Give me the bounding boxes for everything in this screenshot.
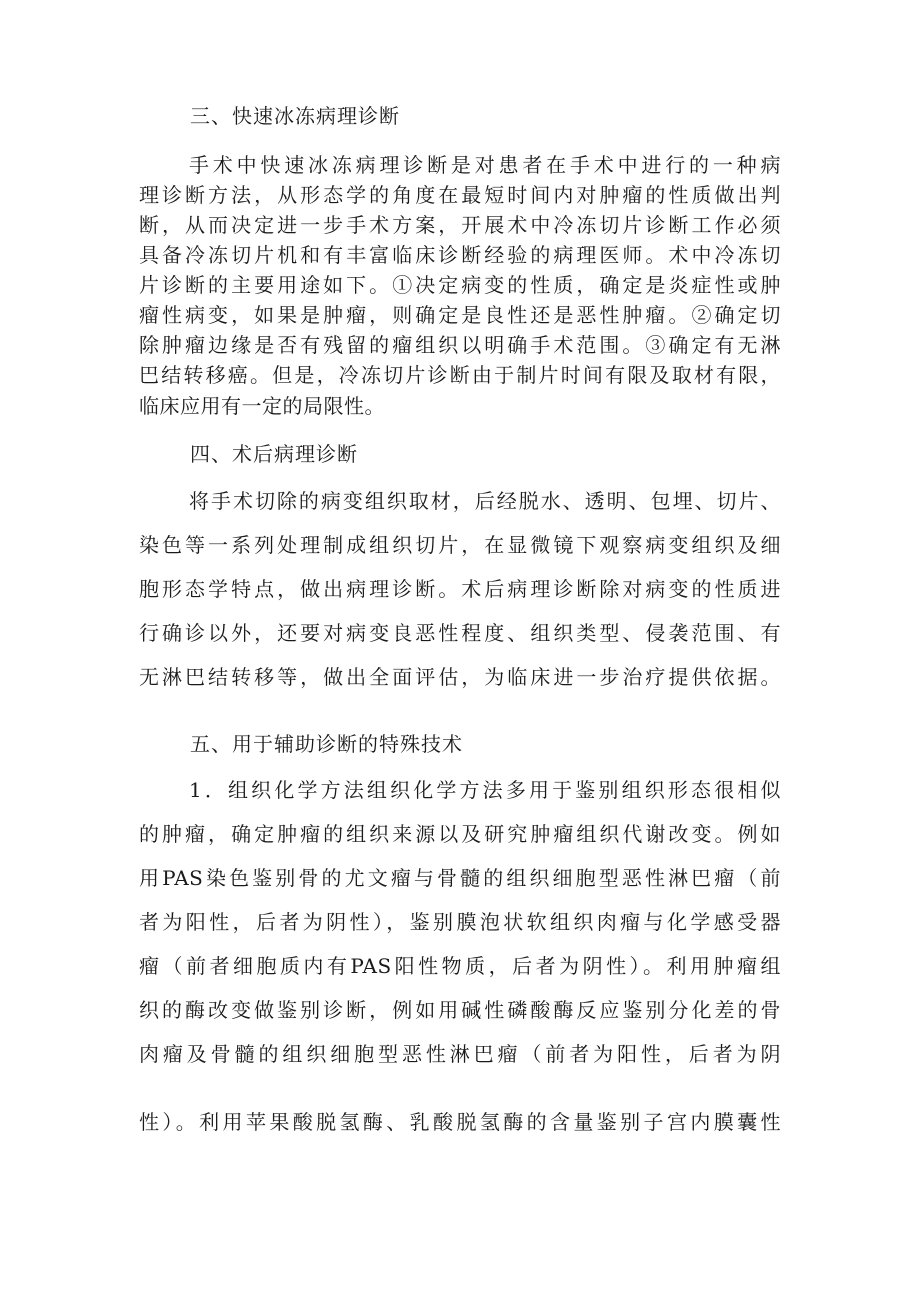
paragraph-line: 将手术切除的病变组织取材，后经脱水、透明、包埋、切片、 xyxy=(189,489,781,513)
paragraph-line: 织的酶改变做鉴别诊断，例如用碱性磷酸酶反应鉴别分化差的骨 xyxy=(139,998,781,1022)
paragraph-line: 胞形态学特点，做出病理诊断。术后病理诊断除对病变的性质进 xyxy=(139,577,781,601)
section-heading-frozen-diagnosis: 三、快速冰冻病理诊断 xyxy=(190,104,400,128)
paragraph-line: 用PAS染色鉴别骨的尤文瘤与骨髓的组织细胞型恶性淋巴瘤（前 xyxy=(139,866,781,890)
paragraph-line: 巴结转移癌。但是，冷冻切片诊断由于制片时间有限及取材有限， xyxy=(139,363,781,387)
paragraph-line: 除肿瘤边缘是否有残留的瘤组织以明确手术范围。③确定有无淋 xyxy=(139,333,781,357)
paragraph-line: 临床应用有一定的局限性。 xyxy=(139,394,385,418)
paragraph-line: 者为阳性，后者为阴性），鉴别膜泡状软组织肉瘤与化学感受器 xyxy=(139,910,781,934)
section-heading-postop-diagnosis: 四、术后病理诊断 xyxy=(190,442,358,466)
paragraph-line: 断，从而决定进一步手术方案，开展术中冷冻切片诊断工作必须 xyxy=(139,213,781,237)
paragraph-line: 手术中快速冰冻病理诊断是对患者在手术中进行的一种病 xyxy=(189,153,781,177)
paragraph-line: 无淋巴结转移等，做出全面评估，为临床进一步治疗提供依据。 xyxy=(139,665,781,689)
paragraph-line: 具备冷冻切片机和有丰富临床诊断经验的病理医师。术中冷冻切 xyxy=(139,243,781,267)
paragraph-line: 染色等一系列处理制成组织切片，在显微镜下观察病变组织及细 xyxy=(139,533,781,557)
paragraph-line: 理诊断方法，从形态学的角度在最短时间内对肿瘤的性质做出判 xyxy=(139,183,781,207)
paragraph-line: 片诊断的主要用途如下。①决定病变的性质，确定是炎症性或肿 xyxy=(139,273,781,297)
section-heading-special-techniques: 五、用于辅助诊断的特殊技术 xyxy=(190,732,463,756)
paragraph-line: 的肿瘤，确定肿瘤的组织来源以及研究肿瘤组织代谢改变。例如 xyxy=(139,822,781,846)
paragraph-line: 性）。利用苹果酸脱氢酶、乳酸脱氢酶的含量鉴别子宫内膜囊性 xyxy=(139,1110,781,1134)
paragraph-line: 1．组织化学方法组织化学方法多用于鉴别组织形态很相似 xyxy=(189,778,781,802)
paragraph-line: 行确诊以外，还要对病变良恶性程度、组织类型、侵袭范围、有 xyxy=(139,621,781,645)
paragraph-line: 肉瘤及骨髓的组织细胞型恶性淋巴瘤（前者为阳性，后者为阴 xyxy=(139,1042,781,1066)
paragraph-line: 瘤性病变，如果是肿瘤，则确定是良性还是恶性肿瘤。②确定切 xyxy=(139,303,781,327)
paragraph-line: 瘤（前者细胞质内有PAS阳性物质，后者为阴性）。利用肿瘤组 xyxy=(139,954,781,978)
